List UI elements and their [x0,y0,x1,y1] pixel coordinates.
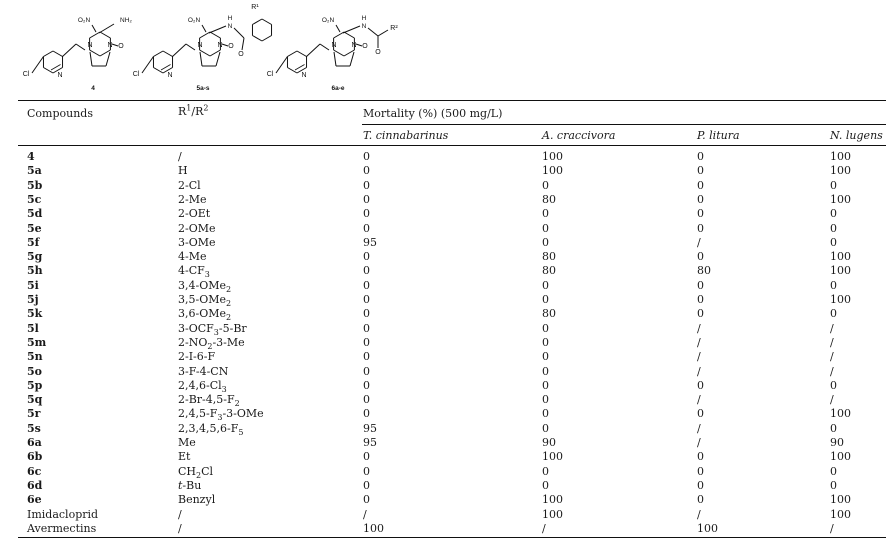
bond-line [90,52,92,66]
cell-substituent: 2-OMe [178,221,216,235]
bond-line [209,26,226,33]
cell-a-craccivora: 0 [542,293,549,306]
bond-line [368,28,378,36]
r2-label: R² [390,25,398,32]
cell-compound: 5n [27,350,43,364]
cell-t-cinnabarinus: 0 [363,307,370,321]
cell-n-lugens: / [830,350,834,364]
bond-line [153,51,163,57]
cell-n-lugens: 100 [830,450,851,464]
cell-p-litura: / [697,321,701,335]
structure-compounds-5a-s [133,4,272,92]
cell-n-lugens: / [830,521,834,535]
cell-t-cinnabarinus: 0 [363,250,370,264]
table-row [0,150,894,164]
cell-a-craccivora: 0 [542,464,549,478]
cell-substituent: $2,4,5-F_3-3$-OMe [178,407,264,423]
cell-substituent: Me [178,436,196,449]
structure-label-6a-e: 6a-e [331,85,345,92]
cell-a-craccivora: 0 [542,235,549,249]
cell-a-craccivora: 100 [542,164,563,178]
cell-n-lugens: / [830,364,834,378]
cell-substituent: / [178,150,182,163]
cell-t-cinnabarinus: 0 [363,493,370,507]
table-row [0,350,894,364]
chlorine-label: Cl [132,71,140,78]
cell-compound: 5a [27,164,42,178]
table-row [0,522,894,536]
cell-substituent: 2-I-6-F [178,350,216,364]
cell-compound: 5j [27,293,39,306]
cell-p-litura: 80 [697,264,711,278]
cell-n-lugens: 100 [830,293,851,306]
cell-p-litura: 0 [697,307,704,321]
bond-line [262,19,272,25]
cell-compound: 5c [27,192,42,206]
amine-label: NH₂ [120,17,132,24]
structure-compounds-6a-e [267,15,399,92]
table-row [0,493,894,507]
cell-p-litura: / [697,350,701,364]
table-row [0,407,894,421]
cell-t-cinnabarinus: 95 [363,235,377,249]
cell-t-cinnabarinus: 95 [363,436,377,449]
bond-line [334,52,336,66]
cell-substituent: H [178,164,188,178]
cell-t-cinnabarinus: 0 [363,178,370,192]
carbonyl-oxygen-label: O [238,51,244,58]
cell-substituent: / [178,521,182,535]
cell-p-litura: / [697,421,701,435]
bond-line [142,57,153,74]
table-top-rule [18,100,886,101]
oxygen-label: O [362,43,368,50]
bond-line [200,50,210,56]
cell-p-litura: 0 [697,164,704,178]
cell-a-craccivora: 0 [542,178,549,192]
cell-substituent: 2-Me [178,192,207,206]
amide-nitrogen-label: N [227,23,233,30]
cell-p-litura: / [697,393,701,407]
cell-n-lugens: 100 [830,264,851,278]
bond-line [343,26,360,33]
bond-line [307,44,320,57]
cell-substituent: 3-OMe [178,235,216,249]
table-row [0,479,894,493]
cell-n-lugens: 0 [830,378,837,392]
bond-line [350,52,354,66]
cell-p-litura: 0 [697,192,704,206]
amide-hydrogen-label: H [361,15,367,22]
cell-p-litura: 0 [697,293,704,306]
cell-compound: 5m [27,335,47,349]
cell-substituent: $2-Br-4,5-F_2$ [178,393,240,409]
cell-substituent: 2-OEt [178,207,211,221]
cell-a-craccivora: 80 [542,264,556,278]
cell-compound: 5o [27,364,42,378]
bond-line [336,25,340,32]
nitrogen-label: N [351,42,357,49]
cell-substituent: $2,4,6-Cl_3$ [178,378,227,394]
cell-t-cinnabarinus: 0 [363,407,370,421]
pyridine-nitrogen-label: N [167,72,173,79]
cell-a-craccivora: 0 [542,478,549,492]
cell-p-litura: 0 [697,407,704,421]
header-species-a-craccivora: A. craccivora [542,129,616,142]
cell-a-craccivora: / [542,521,546,535]
table-header-rule [18,145,886,146]
cell-t-cinnabarinus: 0 [363,464,370,478]
nitro-label: O₂N [321,17,335,24]
cell-substituent: 2-Cl [178,178,201,192]
cell-n-lugens: / [830,335,834,349]
cell-compound: 5g [27,250,43,264]
bond-line [276,57,287,74]
cell-p-litura: 100 [697,521,718,535]
header-compounds: Compounds [27,107,93,120]
cell-p-litura: 0 [697,178,704,192]
bond-line [202,25,206,32]
cell-t-cinnabarinus: 0 [363,207,370,221]
cell-n-lugens: 0 [830,307,837,321]
cell-substituent: Benzyl [178,493,216,507]
cell-n-lugens: 0 [830,221,837,235]
cell-p-litura: 0 [697,464,704,478]
structure-label-4: 4 [91,85,95,92]
table-row [0,207,894,221]
cell-t-cinnabarinus: 0 [363,335,370,349]
cell-compound: 6b [27,450,43,464]
chlorine-label: Cl [266,71,274,78]
header-species-n-lugens: N. lugens [830,129,883,142]
nitrogen-label: N [107,42,113,49]
table-row [0,336,894,350]
cell-t-cinnabarinus: 0 [363,150,370,163]
cell-n-lugens: 100 [830,192,851,206]
table-row [0,465,894,479]
cell-n-lugens: 100 [830,507,851,521]
table-row [0,279,894,293]
pyridine-nitrogen-label: N [301,72,307,79]
table-row [0,450,894,464]
table-row [0,193,894,207]
chemical-structures-figure [0,0,894,98]
bond-line [287,51,297,57]
bond-line [252,19,262,25]
cell-p-litura: / [697,235,701,249]
cell-n-lugens: 100 [830,407,851,421]
cell-n-lugens: 0 [830,421,837,435]
cell-n-lugens: 100 [830,493,851,507]
cell-t-cinnabarinus: 0 [363,450,370,464]
bond-line [216,52,220,66]
header-mortality: Mortality (%) (500 mg/L) [363,107,503,120]
oxygen-label: O [118,43,124,50]
bond-line [200,32,210,38]
cell-compound: 5r [27,407,41,421]
cell-t-cinnabarinus: 0 [363,364,370,378]
nitrogen-label: N [197,42,203,49]
cell-compound: 5b [27,178,43,192]
cell-a-craccivora: 0 [542,407,549,421]
cell-compound: 5k [27,307,43,321]
cell-compound: 5h [27,264,43,278]
table-row [0,164,894,178]
cell-substituent: Et [178,450,191,464]
oxygen-label: O [228,43,234,50]
cell-t-cinnabarinus: 0 [363,264,370,278]
cell-p-litura: 0 [697,278,704,292]
cell-substituent: $2,3,4,5,6-F_5$ [178,421,244,437]
cell-substituent: 3,4-OMe$_2$ [178,278,232,294]
cell-compound: 4 [27,150,35,163]
cell-a-craccivora: 0 [542,221,549,235]
cell-t-cinnabarinus: 0 [363,278,370,292]
bond-line [43,68,53,74]
cell-p-litura: 0 [697,150,704,163]
cell-p-litura: 0 [697,221,704,235]
cell-t-cinnabarinus: 100 [363,521,384,535]
table-row [0,393,894,407]
cell-t-cinnabarinus: 0 [363,192,370,206]
cell-a-craccivora: 100 [542,150,563,163]
cell-t-cinnabarinus: 0 [363,164,370,178]
cell-substituent: 4-Me [178,250,207,264]
table-row [0,236,894,250]
bond-line [242,38,244,50]
cell-a-craccivora: 0 [542,364,549,378]
cell-compound: Imidacloprid [27,507,99,521]
cell-a-craccivora: 0 [542,321,549,335]
nitrogen-label: N [331,42,337,49]
cell-t-cinnabarinus: 0 [363,393,370,407]
table-bottom-rule [18,537,886,538]
cell-t-cinnabarinus: 0 [363,378,370,392]
cell-compound: 6c [27,464,42,478]
cell-a-craccivora: 90 [542,436,556,449]
nitro-label: O₂N [187,17,201,24]
cell-n-lugens: 0 [830,178,837,192]
amide-nitrogen-label: N [361,23,367,30]
cell-p-litura: / [697,335,701,349]
cell-compound: 6d [27,478,43,492]
cell-a-craccivora: 80 [542,307,556,321]
cell-a-craccivora: 80 [542,250,556,264]
cell-compound: 5e [27,221,42,235]
cell-compound: 5i [27,278,39,292]
r1-label: R¹ [251,4,259,11]
bond-line [252,36,262,42]
cell-substituent: $CH_2Cl$ [178,464,214,480]
bond-line [234,28,244,38]
bond-line [320,44,329,50]
cell-compound: 6e [27,493,42,507]
structure-label-5a-s: 5a-s [196,85,210,92]
cell-substituent: $2-NO_2-3-Me$ [178,335,245,352]
bond-line [32,57,43,74]
cell-n-lugens: 0 [830,464,837,478]
bond-line [287,68,297,74]
cell-n-lugens: 100 [830,150,851,163]
cell-a-craccivora: 0 [542,335,549,349]
cell-substituent: 3-F-4-CN [178,364,229,378]
cell-t-cinnabarinus: 0 [363,478,370,492]
cell-substituent: $4-CF_3$ [178,264,210,280]
cell-a-craccivora: 100 [542,493,563,507]
table-row [0,508,894,522]
cell-compound: 5l [27,321,39,335]
structure-compound-4 [23,17,133,92]
cell-t-cinnabarinus: 0 [363,350,370,364]
cell-substituent: t-Bu [178,478,202,492]
bond-line [53,51,63,57]
table-row [0,365,894,379]
bond-line [210,32,220,38]
table-row [0,322,894,336]
bond-line [153,68,163,74]
bond-line [163,51,173,57]
cell-n-lugens: / [830,393,834,407]
cell-compound: 5s [27,421,41,435]
bond-line [63,44,76,57]
cell-compound: 5d [27,207,43,221]
cell-t-cinnabarinus: 0 [363,221,370,235]
table-row [0,436,894,450]
bond-line [297,51,307,57]
bond-line [356,44,362,46]
cell-p-litura: 0 [697,378,704,392]
bond-line [173,44,186,57]
cell-n-lugens: 0 [830,235,837,249]
nitrogen-label: N [217,42,223,49]
nitro-label: O₂N [77,17,91,24]
table-row [0,307,894,321]
bond-line [106,52,110,66]
cell-compound: 5q [27,393,43,407]
bond-line [222,44,228,46]
table-row [0,379,894,393]
cell-a-craccivora: 100 [542,507,563,521]
bond-line [112,44,118,46]
header-species-p-litura: P. litura [697,129,740,142]
cell-substituent: $3-OCF_3-5-Br$ [178,321,247,337]
bond-line [43,51,53,57]
cell-n-lugens: 100 [830,164,851,178]
bond-line [344,32,354,38]
cell-compound: 6a [27,436,42,449]
amide-hydrogen-label: H [227,15,233,22]
cell-n-lugens: / [830,321,834,335]
table-row [0,264,894,278]
cell-n-lugens: 0 [830,207,837,221]
cell-p-litura: / [697,364,701,378]
chlorine-label: Cl [22,71,30,78]
bond-line [92,25,96,32]
cell-t-cinnabarinus: 0 [363,321,370,335]
cell-a-craccivora: 0 [542,393,549,407]
cell-t-cinnabarinus: 0 [363,293,370,306]
cell-p-litura: 0 [697,250,704,264]
bond-line [100,32,110,38]
table-row [0,250,894,264]
bond-line [200,52,202,66]
table-row [0,179,894,193]
bond-line [90,32,100,38]
cell-compound: 5p [27,378,43,392]
bond-line [186,44,195,50]
cell-compound: Avermectins [27,521,97,535]
cell-a-craccivora: 0 [542,278,549,292]
bond-line [76,44,85,50]
cell-substituent: 3,5-OMe$_2$ [178,293,232,309]
nitrogen-label: N [87,42,93,49]
table-row [0,293,894,307]
cell-substituent: 3,6-OMe$_2$ [178,307,232,323]
bond-line [334,32,344,38]
cell-p-litura: 0 [697,493,704,507]
cell-n-lugens: 90 [830,436,844,449]
table-row [0,422,894,436]
cell-p-litura: 0 [697,207,704,221]
cell-a-craccivora: 0 [542,207,549,221]
cell-a-craccivora: 0 [542,421,549,435]
bond-line [90,50,100,56]
table-subheader-rule [362,124,886,125]
carbonyl-oxygen-label: O [375,49,381,56]
cell-p-litura: 0 [697,450,704,464]
bond-line [378,30,388,36]
cell-substituent: / [178,507,182,521]
bond-line [334,50,344,56]
cell-compound: 5f [27,235,40,249]
cell-a-craccivora: 0 [542,350,549,364]
bond-line [99,24,114,33]
header-r1-r2: $R^1/R^2$ [178,103,209,118]
cell-a-craccivora: 0 [542,378,549,392]
header-species-t-cinnabarinus: T. cinnabarinus [363,129,449,142]
bond-line [262,36,272,42]
cell-t-cinnabarinus: 95 [363,421,377,435]
cell-n-lugens: 100 [830,250,851,264]
cell-n-lugens: 0 [830,278,837,292]
pyridine-nitrogen-label: N [57,72,63,79]
cell-p-litura: / [697,507,701,521]
cell-t-cinnabarinus: / [363,507,367,521]
table-row [0,222,894,236]
cell-p-litura: / [697,436,701,449]
cell-a-craccivora: 100 [542,450,563,464]
cell-a-craccivora: 80 [542,192,556,206]
cell-p-litura: 0 [697,478,704,492]
cell-n-lugens: 0 [830,478,837,492]
